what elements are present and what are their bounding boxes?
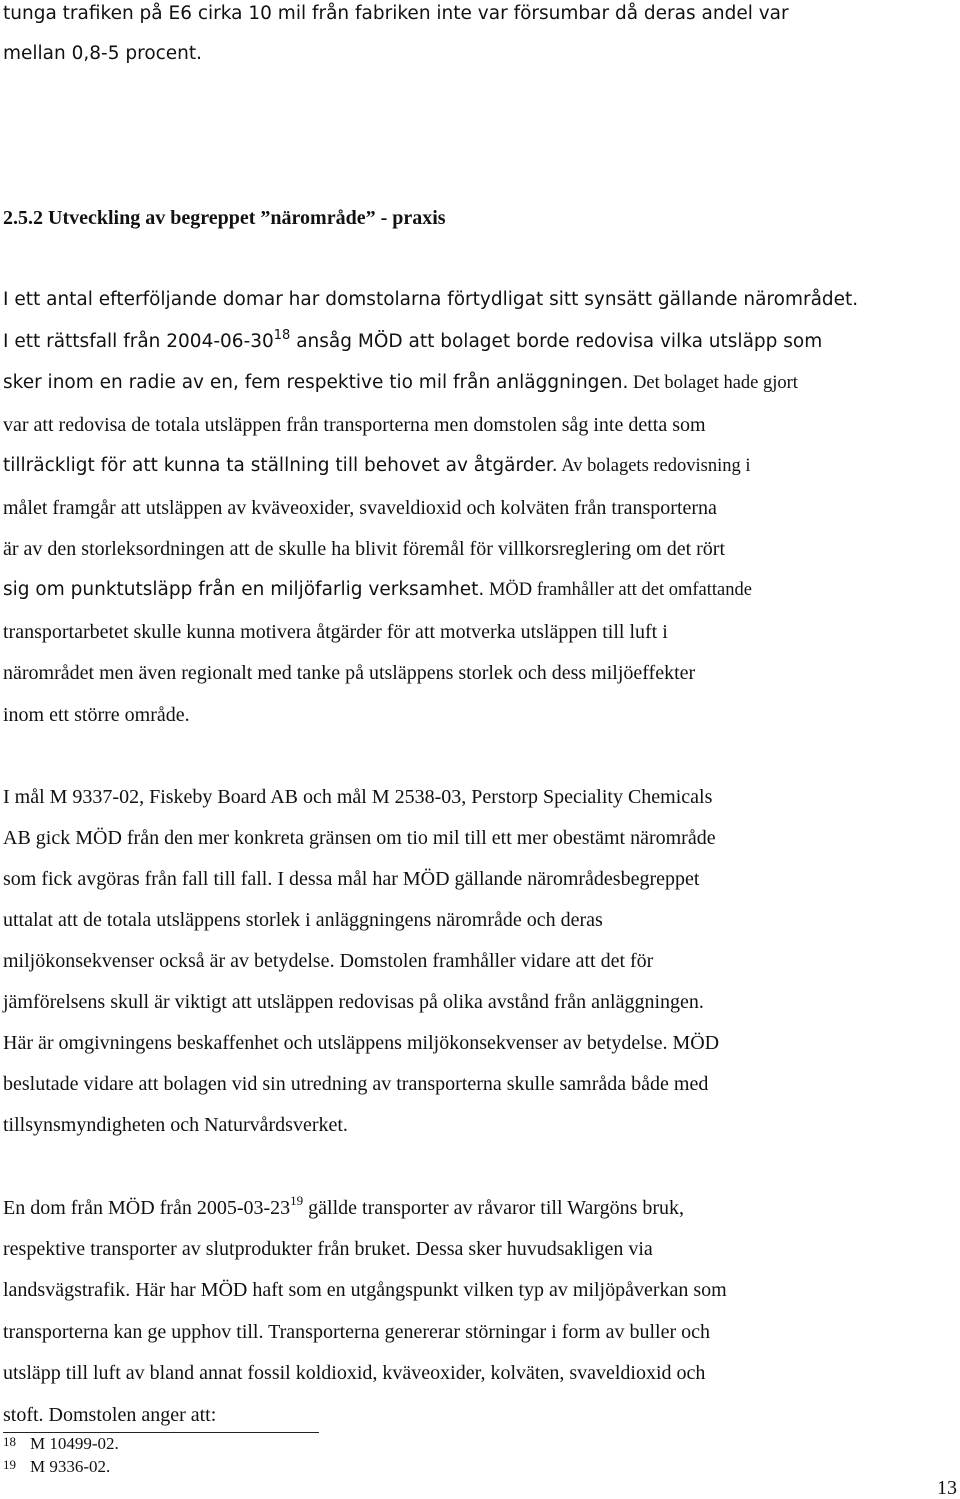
text-line: miljökonsekvenser också är av betydelse. Domstolen framhåller vidare att det för: [3, 950, 654, 972]
text-line: AB gick MÖD från den mer konkreta gränsen om tio mil till ett mer obestämt närområde: [3, 827, 716, 849]
text-line: stoft. Domstolen anger att:: [3, 1404, 217, 1426]
page-number: 13: [937, 1477, 957, 1499]
text-line: transportarbetet skulle kunna motivera åtgärder för att motverka utsläppen till luft i: [3, 621, 668, 643]
text-line: tunga trafiken på E6 cirka 10 mil från fabriken inte var försumbar då deras andel var: [3, 3, 789, 24]
footnote: [3, 1457, 110, 1477]
footnote: [3, 1434, 119, 1454]
footnote-number: 18: [3, 1434, 16, 1449]
text-line: var att redovisa de totala utsläppen från transporterna men domstolen såg inte detta som: [3, 414, 706, 436]
text-fragment: gällde transporter av råvaror till Wargöns bruk,: [303, 1197, 685, 1219]
text-line: närområdet men även regionalt med tanke på utsläppens storlek och dess miljöeffekter: [3, 662, 696, 684]
text-fragment: I ett rättsfall från 2004-06-30: [3, 331, 274, 352]
text-line: utsläpp till luft av bland annat fossil koldioxid, kväveoxider, kolväten, svaveldioxid och: [3, 1362, 706, 1384]
text-line: tillsynsmyndigheten och Naturvårdsverket.: [3, 1114, 348, 1136]
text-line: I ett antal efterföljande domar har domstolarna förtydligat sitt synsätt gällande närområdet.: [3, 289, 859, 310]
text-fragment: sker inom en radie av en, fem respektive tio mil från anläggningen.: [3, 372, 629, 393]
text-fragment: Av bolagets redovisning i: [557, 456, 751, 476]
text-line: respektive transporter av slutprodukter från bruket. Dessa sker huvudsakligen via: [3, 1238, 653, 1260]
text-fragment: En dom från MÖD från 2005-03-23: [3, 1197, 291, 1219]
text-line: landsvägstrafik. Här har MÖD haft som en utgångspunkt vilken typ av miljöpåverkan som: [3, 1279, 727, 1301]
text-line: [3, 327, 823, 354]
text-line: beslutade vidare att bolagen vid sin utredning av transporterna skulle samråda både med: [3, 1073, 709, 1095]
footnote-text: M 9336-02.: [30, 1457, 111, 1476]
text-fragment: tillräckligt för att kunna ta ställning till behovet av åtgärder.: [3, 455, 558, 476]
text-line: [3, 578, 752, 602]
text-fragment: MÖD framhåller att det omfattande: [484, 580, 752, 600]
footnote-separator: [3, 1432, 319, 1433]
text-line: inom ett större område.: [3, 704, 190, 726]
text-line: är av den storleksordningen att de skulle ha blivit föremål för villkorsreglering om det rört: [3, 538, 726, 560]
footnote-number: 19: [3, 1457, 16, 1472]
text-line: [3, 454, 751, 478]
footnote-text: M 10499-02.: [30, 1434, 119, 1453]
text-line: transporterna kan ge upphov till. Transporterna genererar störningar i form av buller och: [3, 1321, 711, 1343]
text-line: I mål M 9337-02, Fiskeby Board AB och mål M 2538-03, Perstorp Speciality Chemicals: [3, 786, 713, 808]
text-line: som fick avgöras från fall till fall. I dessa mål har MÖD gällande närområdesbegreppet: [3, 868, 700, 890]
text-line: jämförelsens skull är viktigt att utsläppen redovisas på olika avstånd från anläggningen.: [3, 991, 704, 1013]
text-fragment: ansåg MÖD att bolaget borde redovisa vilka utsläpp som: [290, 331, 823, 352]
text-line: målet framgår att utsläppen av kväveoxider, svaveldioxid och kolväten från transporterna: [3, 497, 717, 519]
text-fragment: sig om punktutsläpp från en miljöfarlig verksamhet.: [3, 579, 485, 600]
text-line: [3, 1193, 685, 1220]
text-fragment: Det bolaget hade gjort: [628, 373, 798, 393]
text-line: mellan 0,8-5 procent.: [3, 43, 203, 64]
footnote-ref-18: 18: [273, 327, 291, 343]
section-heading: 2.5.2 Utveckling av begreppet ”närområde” - praxis: [3, 207, 446, 229]
text-line: uttalat att de totala utsläppens storlek i anläggningens närområde och deras: [3, 909, 603, 931]
text-line: [3, 371, 798, 395]
footnote-ref-19: 19: [290, 1193, 304, 1209]
text-line: Här är omgivningens beskaffenhet och utsläppens miljökonsekvenser av betydelse. MÖD: [3, 1032, 720, 1054]
